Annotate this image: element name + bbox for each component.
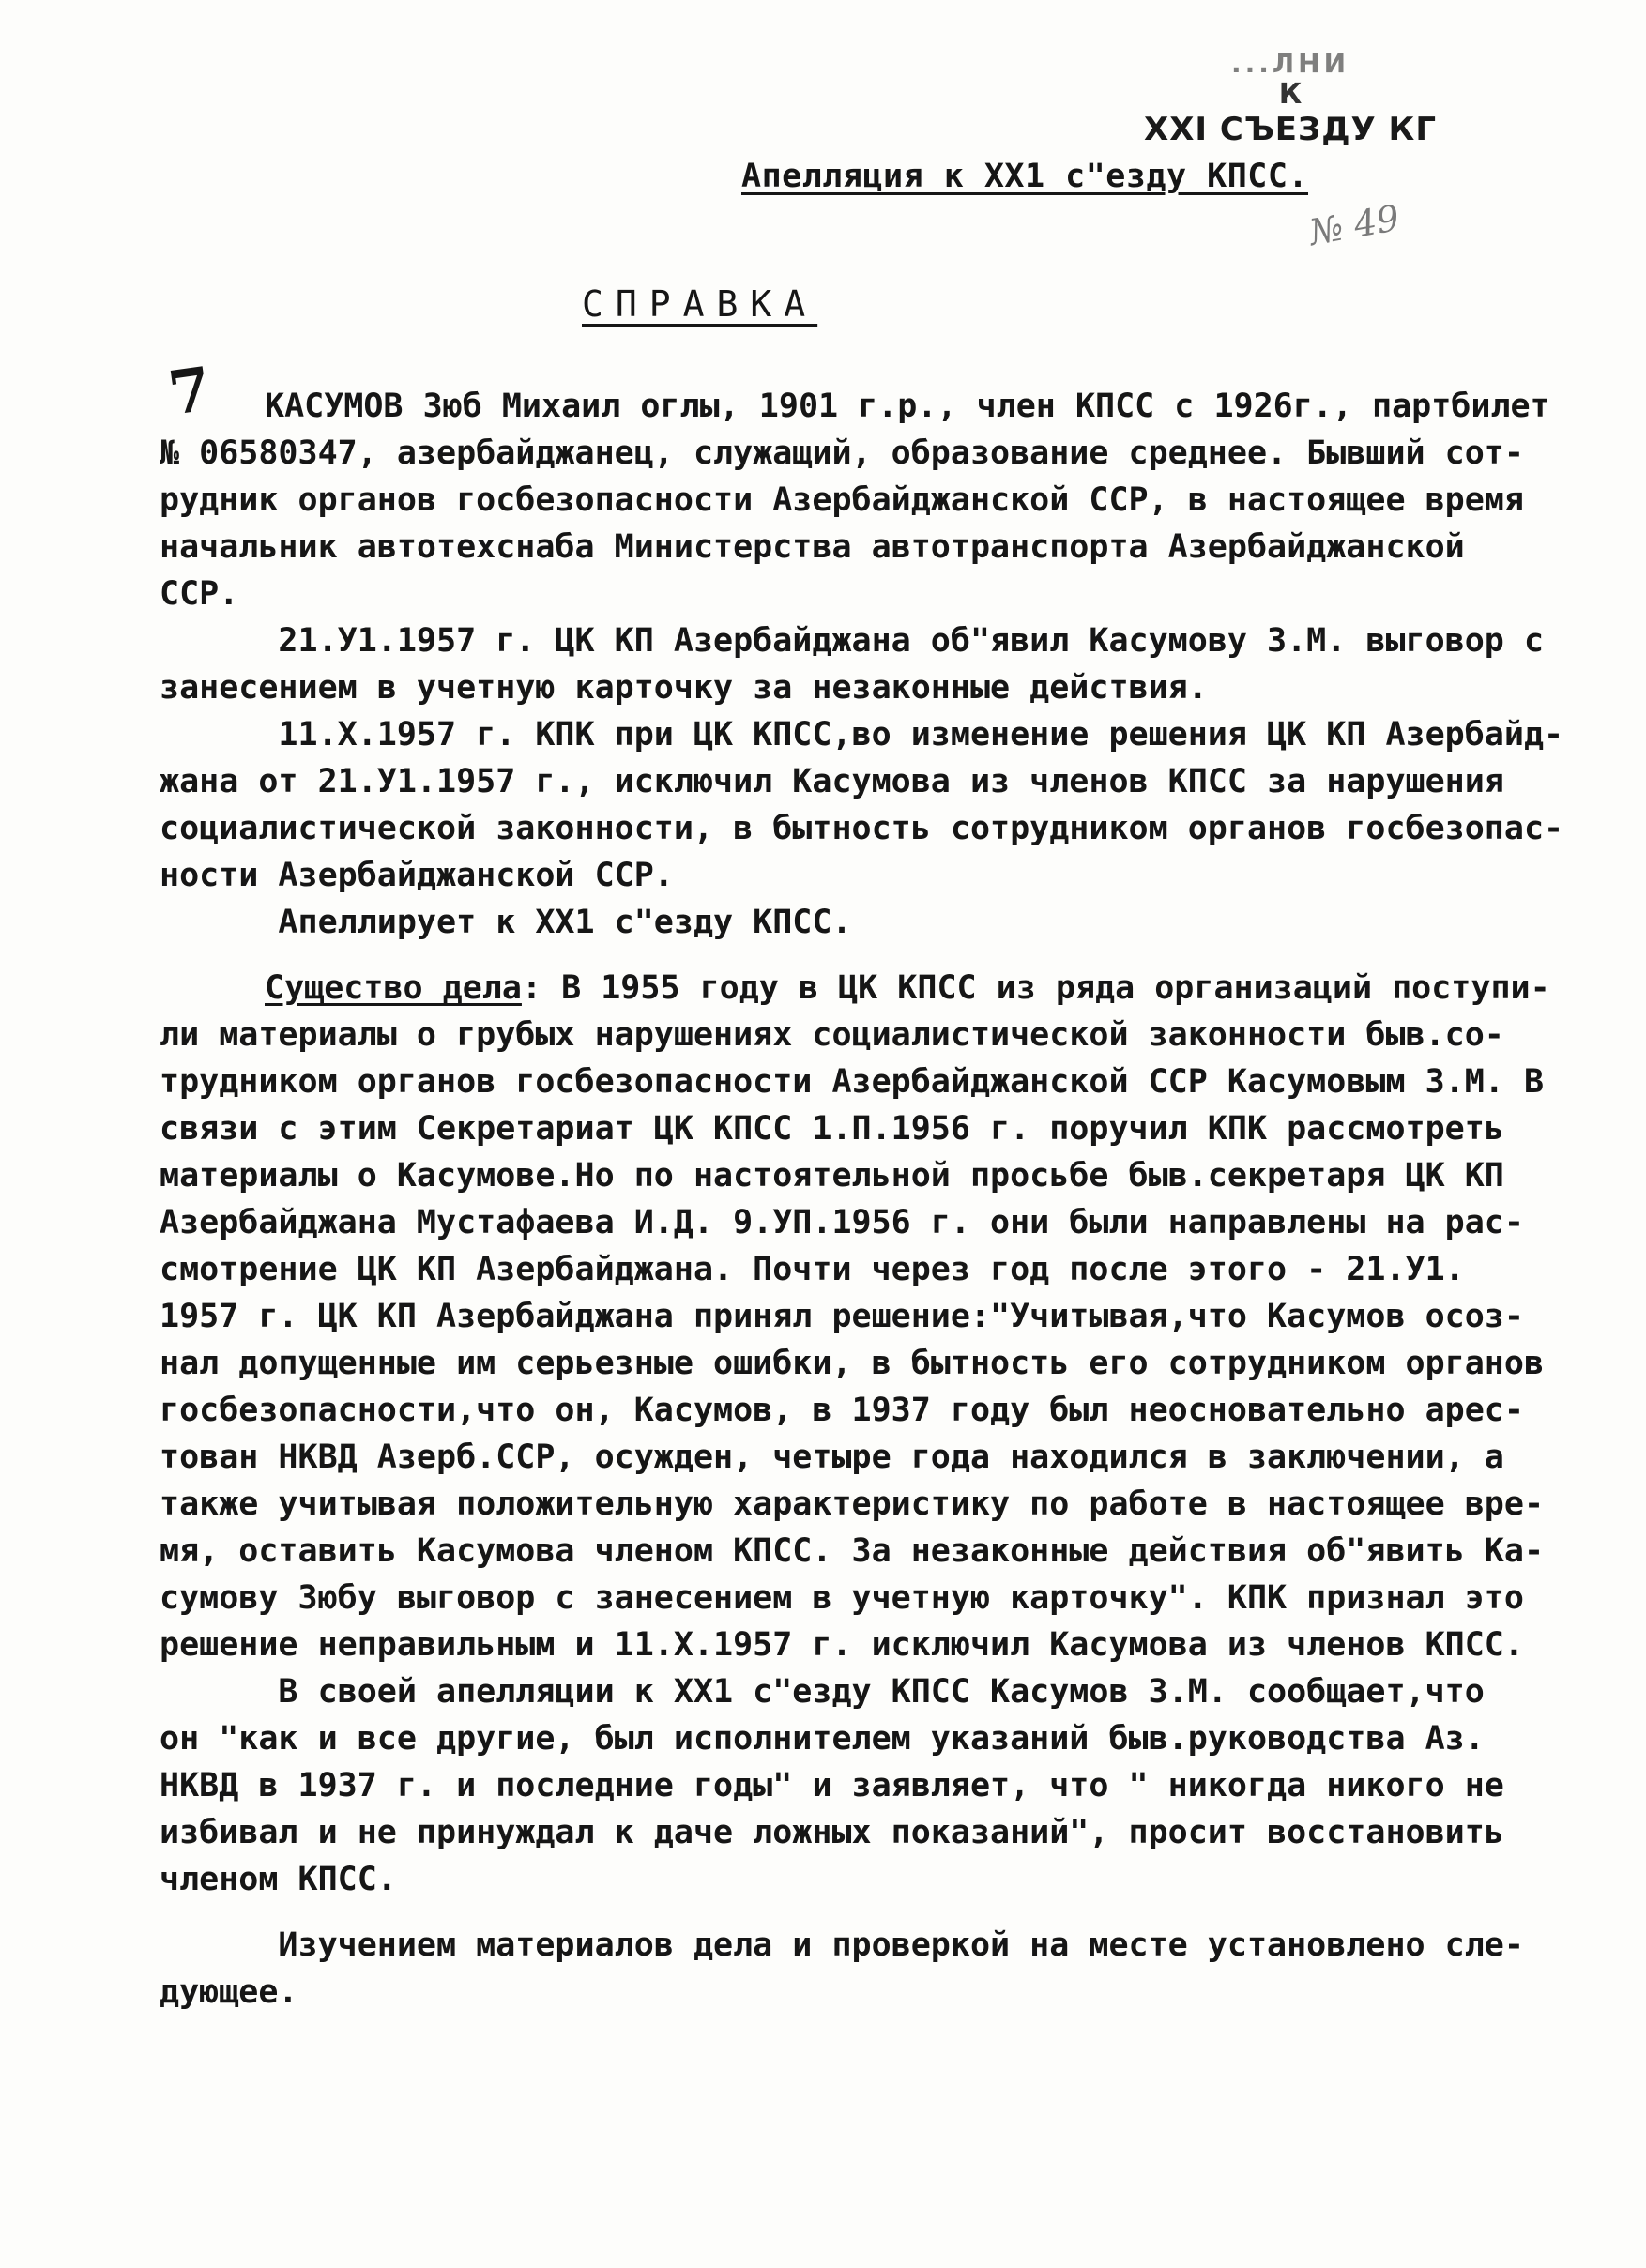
handwritten-number: № 49	[1305, 196, 1403, 254]
paragraph-findings	[160, 1922, 1567, 2016]
text-line: рудник органов госбезопасности Азербайджанской ССР, в настоящее время	[160, 481, 1524, 519]
text-line: сумову Зюбу выговор с занесением в учетную карточку". КПК признал это	[160, 1579, 1524, 1617]
paragraph-appeal-content	[160, 1668, 1567, 1903]
text-line: дующее.	[160, 1973, 298, 2011]
text-line: тован НКВД Азерб.ССР, осужден, четыре года находился в заключении, а	[160, 1438, 1504, 1476]
text-line: нал допущенные им серьезные ошибки, в бытность его сотрудником органов	[160, 1345, 1545, 1382]
stamp-line-2: К	[1278, 78, 1303, 112]
received-stamp	[1131, 49, 1450, 148]
text-line: материалы о Касумове.Но по настоятельной просьбе быв.секретаря ЦК КП	[160, 1157, 1504, 1195]
text-line: занесением в учетную карточку за незаконные действия.	[160, 669, 1208, 707]
text-line: жана от 21.У1.1957 г., исключил Касумова из членов КПСС за нарушения	[160, 763, 1504, 800]
text-line: Апеллирует к ХХ1 с"езду КПСС.	[160, 904, 852, 941]
paragraph-reprimand	[160, 617, 1567, 711]
text-line: ССР.	[160, 575, 239, 613]
text-line: В своей апелляции к ХХ1 с"езду КПСС Касумов З.М. сообщает,что	[160, 1673, 1485, 1711]
text-line: решение неправильным и 11.Х.1957 г. исключил Касумова из членов КПСС.	[160, 1626, 1524, 1664]
text-line: мя, оставить Касумова членом КПСС. За незаконные действия об"явить Ка-	[160, 1532, 1545, 1570]
text-line: ности Азербайджанской ССР.	[160, 857, 674, 894]
text-line: связи с этим Секретариат ЦК КПСС 1.П.1956 г. поручил КПК рассмотреть	[160, 1110, 1504, 1148]
text-line: начальник автотехснаба Министерства автотранспорта Азербайджанской	[160, 528, 1465, 566]
essence-lead-rest: : В 1955 году в ЦК КПСС из ряда организаций поступи-	[521, 969, 1550, 1007]
paragraph-biography	[160, 383, 1567, 617]
appeal-header: Апелляция к ХХ1 с"езду КПСС.	[741, 158, 1309, 195]
stamp-line-3: XXI СЪЕЗДУ КГ	[1144, 110, 1437, 148]
essence-lead: Существо дела	[265, 969, 522, 1007]
text-line: 21.У1.1957 г. ЦК КП Азербайджана об"явил Касумову З.М. выговор с	[160, 622, 1545, 660]
text-line: НКВД в 1937 г. и последние годы" и заявляет, что " никогда никого не	[160, 1767, 1504, 1804]
text-line: 1957 г. ЦК КП Азербайджана принял решение:"Учитывая,что Касумов осоз-	[160, 1298, 1524, 1335]
text-line: ли материалы о грубых нарушениях социалистической законности быв.со-	[160, 1016, 1504, 1054]
text-line: смотрение ЦК КП Азербайджана. Почти через год после этого - 21.У1.	[160, 1251, 1465, 1288]
text-line: он "как и все другие, был исполнителем указаний быв.руководства Аз.	[160, 1720, 1485, 1758]
document-title: СПРАВКА	[582, 283, 818, 325]
paragraph-essence	[160, 965, 1567, 1668]
handwritten-mark: 7	[163, 354, 216, 430]
text-line: госбезопасности,что он, Касумов, в 1937 году был неосновательно арес-	[160, 1392, 1524, 1429]
text-line: № 06580347, азербайджанец, служащий, образование среднее. Бывший сот-	[160, 434, 1524, 472]
text-line: Изучением материалов дела и проверкой на месте установлено сле-	[160, 1926, 1524, 1964]
text-line: социалистической законности, в бытность сотрудником органов госбезопас-	[160, 810, 1564, 847]
text-line: 11.Х.1957 г. КПК при ЦК КПСС,во изменение решения ЦК КП Азербайд-	[160, 716, 1564, 753]
text-line: избивал и не принуждал к даче ложных показаний", просит восстановить	[160, 1814, 1504, 1851]
text-line: Азербайджана Мустафаева И.Д. 9.УП.1956 г. они были направлены на рас-	[160, 1204, 1524, 1241]
text-line: также учитывая положительную характеристику по работе в настоящее вре-	[160, 1485, 1545, 1523]
text-line: трудником органов госбезопасности Азербайджанской ССР Касумовым З.М. В	[160, 1063, 1545, 1101]
document-body	[160, 383, 1567, 2016]
stamp-line-1: ...ЛНИ	[1230, 48, 1350, 79]
text-line: КАСУМОВ Зюб Михаил оглы, 1901 г.р., член КПСС с 1926г., партбилет	[265, 388, 1550, 425]
paragraph-appeal	[160, 899, 1567, 946]
text-line: членом КПСС.	[160, 1861, 397, 1898]
text-line	[160, 965, 1567, 1012]
paragraph-expulsion	[160, 711, 1567, 899]
